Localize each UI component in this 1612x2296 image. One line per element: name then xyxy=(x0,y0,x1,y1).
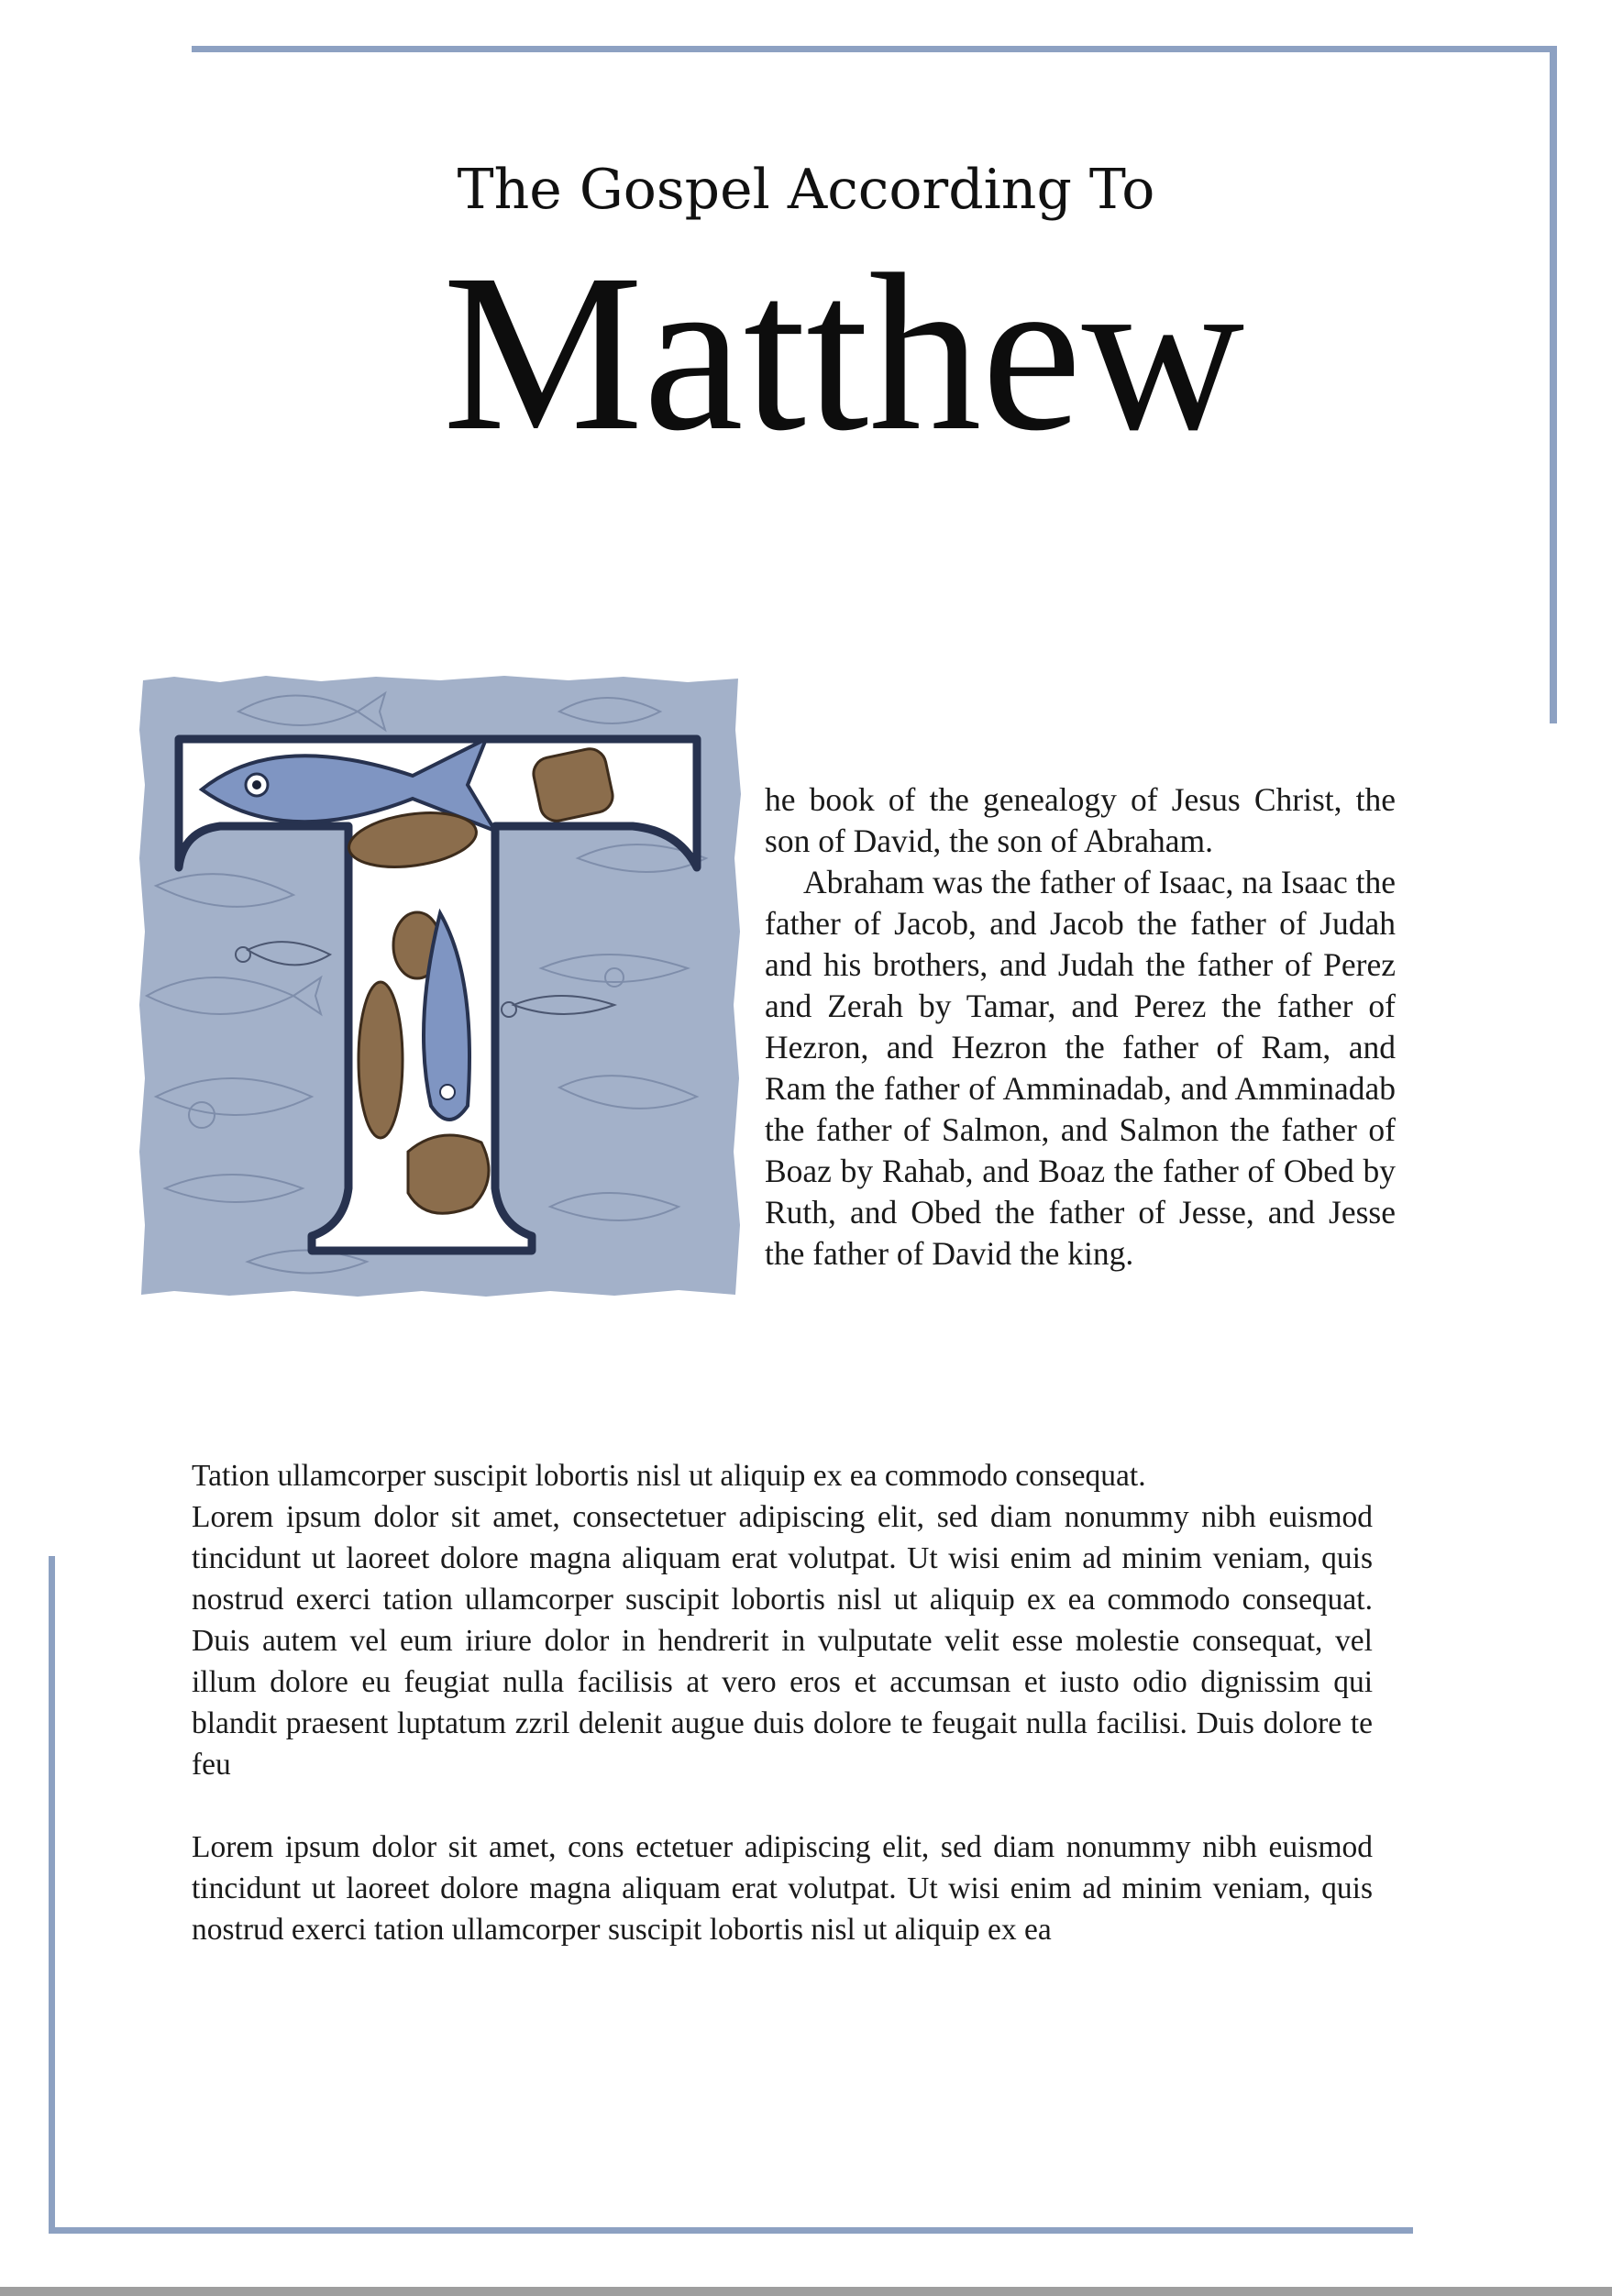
intro-paragraph: Abraham was the father of Isaac, na Isaac the father of Jacob, and Jacob the father of Judah and his brothers, and Judah the father of Perez and Zerah by Tamar, and Perez the father of Hezron, and Hezron the father of Ram, and Ram the father of Amminadab, and Amminadab the father of Salmon, and Salmon the father of Boaz by Rahab, and Boaz the father of Obed by Ruth, and Obed the father of Jesse, and Jesse the father of David the king. xyxy=(765,864,1396,1272)
book-subtitle: The Gospel According To xyxy=(457,158,1155,222)
body-text xyxy=(192,1455,1373,1950)
frame-bottom-rule xyxy=(49,2227,1413,2234)
body-paragraph: Lorem ipsum dolor sit amet, consectetuer adipiscing elit, sed diam nonummy nibh euismod tincidunt ut laoreet dolore magna aliquam erat volutpat. Ut wisi enim ad minim veniam, quis nostrud exerci tation ullamcorper suscipit lobortis nisl ut aliquip ex ea commodo consequat. Duis autem vel eum iriure dolor in hendrerit in vulputate velit esse molestie consequat, vel illum dolore eu feugiat nulla facilisis at vero eros et accumsan et iusto odio dignissim qui blandit praesent luptatum zzril delenit augue duis dolore te feugait nulla facilisi. Duis dolore te feu xyxy=(192,1500,1373,1782)
body-line: Tation ullamcorper suscipit lobortis nisl ut aliquip ex ea commodo consequat. xyxy=(192,1459,1146,1493)
page-bottom-edge xyxy=(0,2287,1612,2296)
illuminated-drop-cap-icon xyxy=(138,675,743,1298)
frame-left-rule xyxy=(49,1556,55,2234)
intro-paragraph: he book of the genealogy of Jesus Christ, the son of David, the son of Abraham. xyxy=(765,781,1396,859)
body-paragraph: Lorem ipsum dolor sit amet, cons ectetuer adipiscing elit, sed diam nonummy nibh euismod tincidunt ut laoreet dolore magna aliquam erat volutpat. Ut wisi enim ad minim veniam, quis nostrud exerci tation ullamcorper suscipit lobortis nisl ut aliquip ex ea xyxy=(192,1830,1373,1947)
intro-text xyxy=(765,779,1396,1275)
book-title: Matthew xyxy=(442,228,1245,478)
frame-top-rule xyxy=(192,46,1557,52)
